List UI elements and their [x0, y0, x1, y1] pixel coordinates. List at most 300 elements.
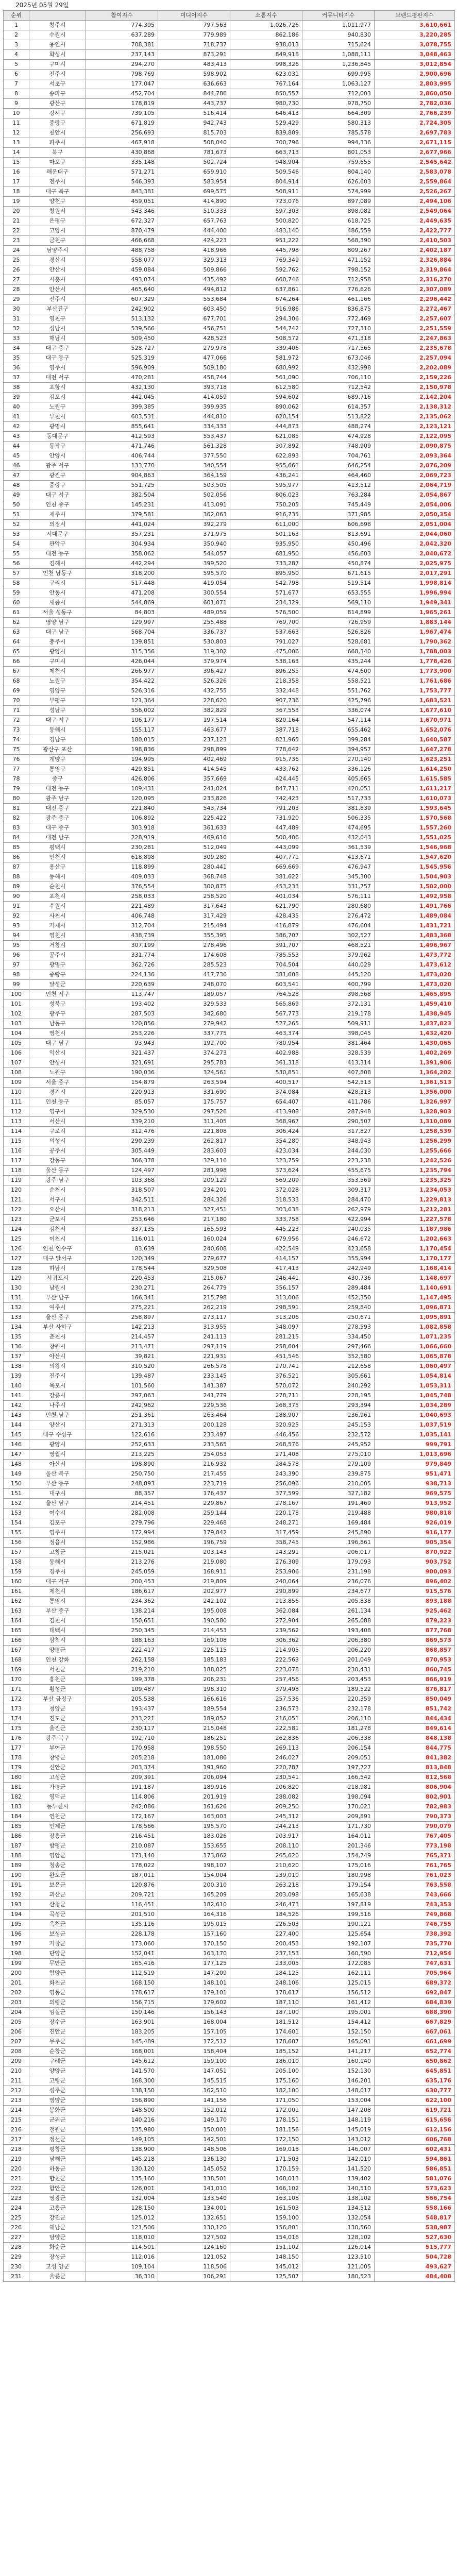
row-name: 사천시: [29, 911, 86, 921]
table-row: [4, 1146, 455, 1156]
row-community: 474,928: [302, 432, 375, 442]
row-name: 김천시: [29, 1225, 86, 1234]
row-rank: 199: [4, 1959, 29, 1969]
row-media: 418,966: [158, 246, 230, 256]
row-community: 236,076: [302, 1577, 375, 1587]
row-name: 공주시: [29, 951, 86, 960]
row-communication: 769,700: [230, 618, 302, 628]
row-participation: 150,651: [86, 1616, 158, 1626]
row-participation: 228,919: [86, 833, 158, 843]
row-rank: 136: [4, 1342, 29, 1352]
row-media: 295,783: [158, 1058, 230, 1068]
row-communication: 895,950: [230, 569, 302, 579]
row-participation: 672,327: [86, 216, 158, 226]
row-name: 전주시: [29, 177, 86, 187]
row-communication: 542,798: [230, 579, 302, 588]
row-brand-index: 1,788,003: [375, 647, 455, 657]
table-row: [4, 549, 455, 559]
row-brand-index: 667,829: [375, 2018, 455, 2027]
row-rank: 215: [4, 2115, 29, 2125]
row-rank: 108: [4, 1068, 29, 1078]
row-name: 광주구: [29, 1009, 86, 1019]
row-communication: 220,787: [230, 1763, 302, 1773]
row-rank: 14: [4, 148, 29, 158]
row-community: 398,568: [302, 990, 375, 999]
row-media: 158,404: [158, 2047, 230, 2057]
row-community: 169,484: [302, 1518, 375, 1528]
row-media: 300,875: [158, 882, 230, 892]
row-community: 400,799: [302, 980, 375, 990]
row-communication: 203,917: [230, 1832, 302, 1841]
table-row: [4, 324, 455, 334]
table-row: [4, 1332, 455, 1342]
row-brand-index: 1,235,325: [375, 1176, 455, 1185]
row-media: 145,515: [158, 2076, 230, 2086]
table-row: [4, 774, 455, 784]
row-rank: 166: [4, 1636, 29, 1646]
row-community: 191,469: [302, 1499, 375, 1509]
row-brand-index: 2,549,064: [375, 207, 455, 216]
row-participation: 133,770: [86, 461, 158, 471]
row-media: 215,494: [158, 921, 230, 931]
row-brand-index: 1,965,261: [375, 608, 455, 618]
table-row: [4, 246, 455, 256]
row-participation: 210,087: [86, 1841, 158, 1851]
row-participation: 228,178: [86, 1929, 158, 1939]
row-name: 용산구: [29, 862, 86, 872]
row-community: 712,003: [302, 89, 375, 99]
row-participation: 145,489: [86, 2037, 158, 2047]
row-rank: 16: [4, 167, 29, 177]
row-participation: 118,899: [86, 862, 158, 872]
row-community: 706,110: [302, 373, 375, 383]
row-communication: 222,563: [230, 1655, 302, 1665]
row-communication: 163,108: [230, 2194, 302, 2204]
row-brand-index: 1,473,020: [375, 970, 455, 980]
row-rank: 95: [4, 941, 29, 951]
row-media: 601,071: [158, 598, 230, 608]
row-media: 138,501: [158, 2174, 230, 2184]
row-community: 474,695: [302, 823, 375, 833]
row-media: 873,291: [158, 50, 230, 60]
row-name: 합천군: [29, 2174, 86, 2184]
row-brand-index: 812,568: [375, 1773, 455, 1783]
row-brand-index: 3,012,854: [375, 60, 455, 70]
row-brand-index: 2,069,723: [375, 471, 455, 481]
row-name: 진주시: [29, 295, 86, 304]
row-brand-index: 1,140,691: [375, 1283, 455, 1293]
row-participation: 354,422: [86, 676, 158, 686]
row-name: 대구 중구: [29, 344, 86, 353]
row-participation: 124,497: [86, 1166, 158, 1176]
row-rank: 192: [4, 1890, 29, 1900]
row-community: 519,514: [302, 579, 375, 588]
row-communication: 391,707: [230, 941, 302, 951]
row-communication: 278,167: [230, 1499, 302, 1509]
row-media: 195,570: [158, 1822, 230, 1832]
table-row: [4, 823, 455, 833]
row-brand-index: 1,465,895: [375, 990, 455, 999]
row-participation: 287,503: [86, 1009, 158, 1019]
row-rank: 187: [4, 1841, 29, 1851]
row-community: 517,733: [302, 794, 375, 804]
row-rank: 120: [4, 1185, 29, 1195]
row-name: 광산구: [29, 99, 86, 109]
table-row: [4, 686, 455, 696]
table-row: [4, 1871, 455, 1880]
row-community: 653,555: [302, 588, 375, 598]
row-name: 광주 중구: [29, 814, 86, 823]
row-name: 고성 양군: [29, 2262, 86, 2272]
row-participation: 318,213: [86, 1205, 158, 1215]
table-row: [4, 471, 455, 481]
row-community: 209,051: [302, 1753, 375, 1763]
row-brand-index: 1,256,299: [375, 1137, 455, 1146]
row-media: 163,170: [158, 1949, 230, 1959]
row-brand-index: 2,202,089: [375, 363, 455, 373]
row-rank: 144: [4, 1420, 29, 1430]
row-brand-index: 903,752: [375, 1557, 455, 1567]
table-row: [4, 1215, 455, 1225]
table-row: [4, 755, 455, 765]
row-brand-index: 1,640,587: [375, 735, 455, 745]
row-participation: 262,158: [86, 1655, 158, 1665]
row-media: 186,251: [158, 1734, 230, 1743]
row-communication: 443,099: [230, 843, 302, 853]
row-brand-index: 1,361,513: [375, 1078, 455, 1088]
row-brand-index: 3,048,463: [375, 50, 455, 60]
row-media: 134,001: [158, 2204, 230, 2213]
row-name: 순창군: [29, 2047, 86, 2057]
row-media: 336,737: [158, 628, 230, 637]
row-brand-index: 900,093: [375, 1567, 455, 1577]
row-rank: 74: [4, 735, 29, 745]
row-participation: 452,704: [86, 89, 158, 99]
row-name: 전주시: [29, 70, 86, 79]
row-communication: 246,027: [230, 1753, 302, 1763]
row-brand-index: 1,773,900: [375, 667, 455, 676]
row-name: 광명시: [29, 422, 86, 432]
table-row: [4, 1528, 455, 1538]
row-community: 804,140: [302, 167, 375, 177]
row-rank: 208: [4, 2047, 29, 2057]
row-participation: 253,646: [86, 1215, 158, 1225]
row-rank: 172: [4, 1694, 29, 1704]
row-rank: 64: [4, 637, 29, 647]
row-community: 405,665: [302, 774, 375, 784]
table-row: [4, 1636, 455, 1646]
table-row: [4, 1283, 455, 1293]
row-media: 225,422: [158, 814, 230, 823]
table-row: [4, 1440, 455, 1450]
table-row: [4, 579, 455, 588]
row-name: 김포구: [29, 1518, 86, 1528]
table-row: [4, 2164, 455, 2174]
row-name: 울산 북구: [29, 1469, 86, 1479]
row-community: 206,380: [302, 1636, 375, 1646]
row-name: 세종시: [29, 598, 86, 608]
row-media: 377,550: [158, 451, 230, 461]
row-name: 제천시: [29, 667, 86, 676]
row-media: 553,437: [158, 432, 230, 442]
row-communication: 570,072: [230, 1381, 302, 1391]
table-row: [4, 1303, 455, 1313]
table-row: [4, 1274, 455, 1283]
row-brand-index: 1,778,426: [375, 657, 455, 667]
row-brand-index: 773,198: [375, 1841, 455, 1851]
row-participation: 362,726: [86, 960, 158, 970]
row-participation: 331,774: [86, 951, 158, 960]
row-brand-index: 850,049: [375, 1694, 455, 1704]
row-brand-index: 2,697,783: [375, 128, 455, 138]
row-media: 603,450: [158, 304, 230, 314]
row-rank: 7: [4, 79, 29, 89]
row-name: 곡성군: [29, 1910, 86, 1920]
row-community: 327,182: [302, 1489, 375, 1499]
table-row: [4, 735, 455, 745]
row-participation: 141,570: [86, 2066, 158, 2076]
row-media: 334,333: [158, 422, 230, 432]
row-communication: 317,459: [230, 1528, 302, 1538]
row-rank: 175: [4, 1724, 29, 1734]
row-community: 147,208: [302, 2106, 375, 2115]
row-brand-index: 667,061: [375, 2027, 455, 2037]
row-participation: 544,869: [86, 598, 158, 608]
row-community: 813,691: [302, 530, 375, 539]
row-communication: 234,329: [230, 598, 302, 608]
row-media: 192,700: [158, 1039, 230, 1048]
row-community: 727,310: [302, 324, 375, 334]
row-communication: 475,006: [230, 647, 302, 657]
row-name: 장성군: [29, 2252, 86, 2262]
row-communication: 416,879: [230, 921, 302, 931]
row-name: 영광군: [29, 2194, 86, 2204]
row-media: 502,056: [158, 490, 230, 500]
row-communication: 915,736: [230, 755, 302, 765]
row-media: 371,975: [158, 530, 230, 539]
row-name: 구로시: [29, 1127, 86, 1137]
table-row: [4, 1557, 455, 1567]
table-row: [4, 167, 455, 177]
row-brand-index: 813,848: [375, 1763, 455, 1773]
row-name: 성주군: [29, 2086, 86, 2096]
row-brand-index: 602,431: [375, 2145, 455, 2155]
table-row: [4, 256, 455, 265]
row-community: 488,274: [302, 422, 375, 432]
row-media: 159,100: [158, 2057, 230, 2066]
row-community: 195,001: [302, 2008, 375, 2018]
row-community: 726,959: [302, 618, 375, 628]
row-brand-index: 493,627: [375, 2262, 455, 2272]
row-community: 219,488: [302, 1509, 375, 1518]
row-rank: 126: [4, 1244, 29, 1254]
table-row: [4, 461, 455, 471]
table-row: [4, 618, 455, 628]
row-media: 779,989: [158, 30, 230, 40]
row-brand-index: 1,473,020: [375, 980, 455, 990]
row-communication: 611,000: [230, 520, 302, 530]
row-participation: 318,200: [86, 569, 158, 579]
row-participation: 310,520: [86, 1362, 158, 1371]
row-media: 229,867: [158, 1499, 230, 1509]
row-rank: 6: [4, 70, 29, 79]
row-brand-index: 1,045,748: [375, 1391, 455, 1401]
row-communication: 227,400: [230, 1929, 302, 1939]
row-rank: 131: [4, 1293, 29, 1303]
row-rank: 164: [4, 1616, 29, 1626]
row-brand-index: 1,187,986: [375, 1225, 455, 1234]
row-rank: 219: [4, 2155, 29, 2164]
row-communication: 257,456: [230, 1675, 302, 1685]
table-row: [4, 1362, 455, 1371]
row-communication: 386,707: [230, 931, 302, 941]
row-media: 118,506: [158, 2262, 230, 2272]
row-brand-index: 1,611,217: [375, 784, 455, 794]
row-name: 대구 동구: [29, 353, 86, 363]
row-community: 476,604: [302, 921, 375, 931]
row-brand-index: 661,699: [375, 2037, 455, 2047]
row-communication: 890,062: [230, 402, 302, 412]
row-community: 293,394: [302, 1401, 375, 1411]
row-name: 창원시: [29, 1342, 86, 1352]
table-row: [4, 1293, 455, 1303]
row-brand-index: 2,677,966: [375, 148, 455, 158]
row-media: 444,400: [158, 226, 230, 236]
row-participation: 183,205: [86, 2027, 158, 2037]
row-media: 141,010: [158, 2184, 230, 2194]
table-row: [4, 216, 455, 226]
row-communication: 544,742: [230, 324, 302, 334]
row-communication: 303,638: [230, 1205, 302, 1215]
row-community: 278,593: [302, 1323, 375, 1332]
row-brand-index: 606,768: [375, 2135, 455, 2145]
row-participation: 203,374: [86, 1763, 158, 1773]
row-brand-index: 1,614,250: [375, 765, 455, 774]
row-community: 420,051: [302, 784, 375, 794]
row-participation: 109,487: [86, 1685, 158, 1694]
row-brand-index: 841,382: [375, 1753, 455, 1763]
row-community: 748,909: [302, 442, 375, 451]
row-communication: 436,241: [230, 471, 302, 481]
row-brand-index: 2,545,642: [375, 158, 455, 167]
row-media: 350,940: [158, 539, 230, 549]
table-row: [4, 794, 455, 804]
table-row: [4, 1773, 455, 1783]
row-media: 543,734: [158, 804, 230, 814]
row-brand-index: 2,247,863: [375, 334, 455, 344]
row-participation: 178,617: [86, 1988, 158, 1998]
row-media: 424,223: [158, 236, 230, 246]
row-communication: 272,904: [230, 1616, 302, 1626]
row-media: 516,414: [158, 109, 230, 118]
row-media: 331,690: [158, 1088, 230, 1097]
row-media: 489,059: [158, 608, 230, 618]
table-row: [4, 1518, 455, 1528]
row-rank: 78: [4, 774, 29, 784]
row-brand-index: 2,782,036: [375, 99, 455, 109]
row-media: 173,862: [158, 1851, 230, 1861]
row-rank: 51: [4, 510, 29, 520]
row-media: 237,123: [158, 735, 230, 745]
row-rank: 53: [4, 530, 29, 539]
row-rank: 28: [4, 285, 29, 295]
row-rank: 152: [4, 1499, 29, 1509]
row-rank: 173: [4, 1704, 29, 1714]
row-name: 동작구: [29, 442, 86, 451]
row-media: 234,201: [158, 1185, 230, 1195]
row-participation: 409,033: [86, 872, 158, 882]
row-communication: 637,861: [230, 285, 302, 295]
row-name: 거제시: [29, 921, 86, 931]
row-communication: 172,001: [230, 2106, 302, 2115]
row-participation: 168,150: [86, 1978, 158, 1988]
row-brand-index: 1,212,281: [375, 1205, 455, 1215]
row-participation: 132,004: [86, 2194, 158, 2204]
row-media: 659,910: [158, 167, 230, 177]
row-brand-index: 879,223: [375, 1616, 455, 1626]
row-participation: 438,739: [86, 931, 158, 941]
header-brand-index: 브랜드평판지수: [375, 11, 455, 21]
row-media: 417,736: [158, 970, 230, 980]
row-rank: 114: [4, 1127, 29, 1137]
row-rank: 92: [4, 911, 29, 921]
row-media: 280,441: [158, 862, 230, 872]
row-participation: 83,639: [86, 1244, 158, 1254]
row-name: 동두천시: [29, 1802, 86, 1812]
row-community: 190,121: [302, 1920, 375, 1929]
table-row: [4, 1724, 455, 1734]
row-participation: 88,357: [86, 1489, 158, 1499]
row-name: 고창군: [29, 1548, 86, 1557]
row-brand-index: 538,987: [375, 2223, 455, 2233]
row-brand-index: 1,310,089: [375, 1117, 455, 1127]
row-communication: 381,622: [230, 872, 302, 882]
row-communication: 446,456: [230, 1430, 302, 1440]
row-name: 노원구: [29, 1068, 86, 1078]
row-community: 413,314: [302, 1058, 375, 1068]
row-rank: 3: [4, 40, 29, 50]
row-participation: 186,617: [86, 1587, 158, 1597]
row-rank: 91: [4, 902, 29, 911]
row-participation: 843,381: [86, 187, 158, 197]
row-communication: 358,745: [230, 1538, 302, 1548]
row-media: 317,429: [158, 911, 230, 921]
row-rank: 47: [4, 471, 29, 481]
row-brand-index: 2,150,978: [375, 383, 455, 393]
row-media: 259,144: [158, 1509, 230, 1518]
row-participation: 120,349: [86, 1254, 158, 1264]
table-row: [4, 2018, 455, 2027]
row-brand-index: 896,402: [375, 1577, 455, 1587]
row-community: 232,572: [302, 1430, 375, 1440]
row-communication: 203,098: [230, 1890, 302, 1900]
row-name: 금천구: [29, 236, 86, 246]
row-name: 대구 서구: [29, 716, 86, 725]
row-name: 영양군: [29, 2096, 86, 2106]
row-media: 165,209: [158, 1890, 230, 1900]
row-name: 울산 남구: [29, 1499, 86, 1509]
row-communication: 723,076: [230, 197, 302, 207]
row-name: 부여군: [29, 1743, 86, 1753]
row-communication: 445,223: [230, 1225, 302, 1234]
row-community: 145,019: [302, 2125, 375, 2135]
row-participation: 253,226: [86, 1029, 158, 1039]
table-row: [4, 2047, 455, 2057]
table-row: [4, 814, 455, 823]
row-community: 180,998: [302, 1871, 375, 1880]
table-row: [4, 1998, 455, 2008]
row-community: 297,466: [302, 1342, 375, 1352]
